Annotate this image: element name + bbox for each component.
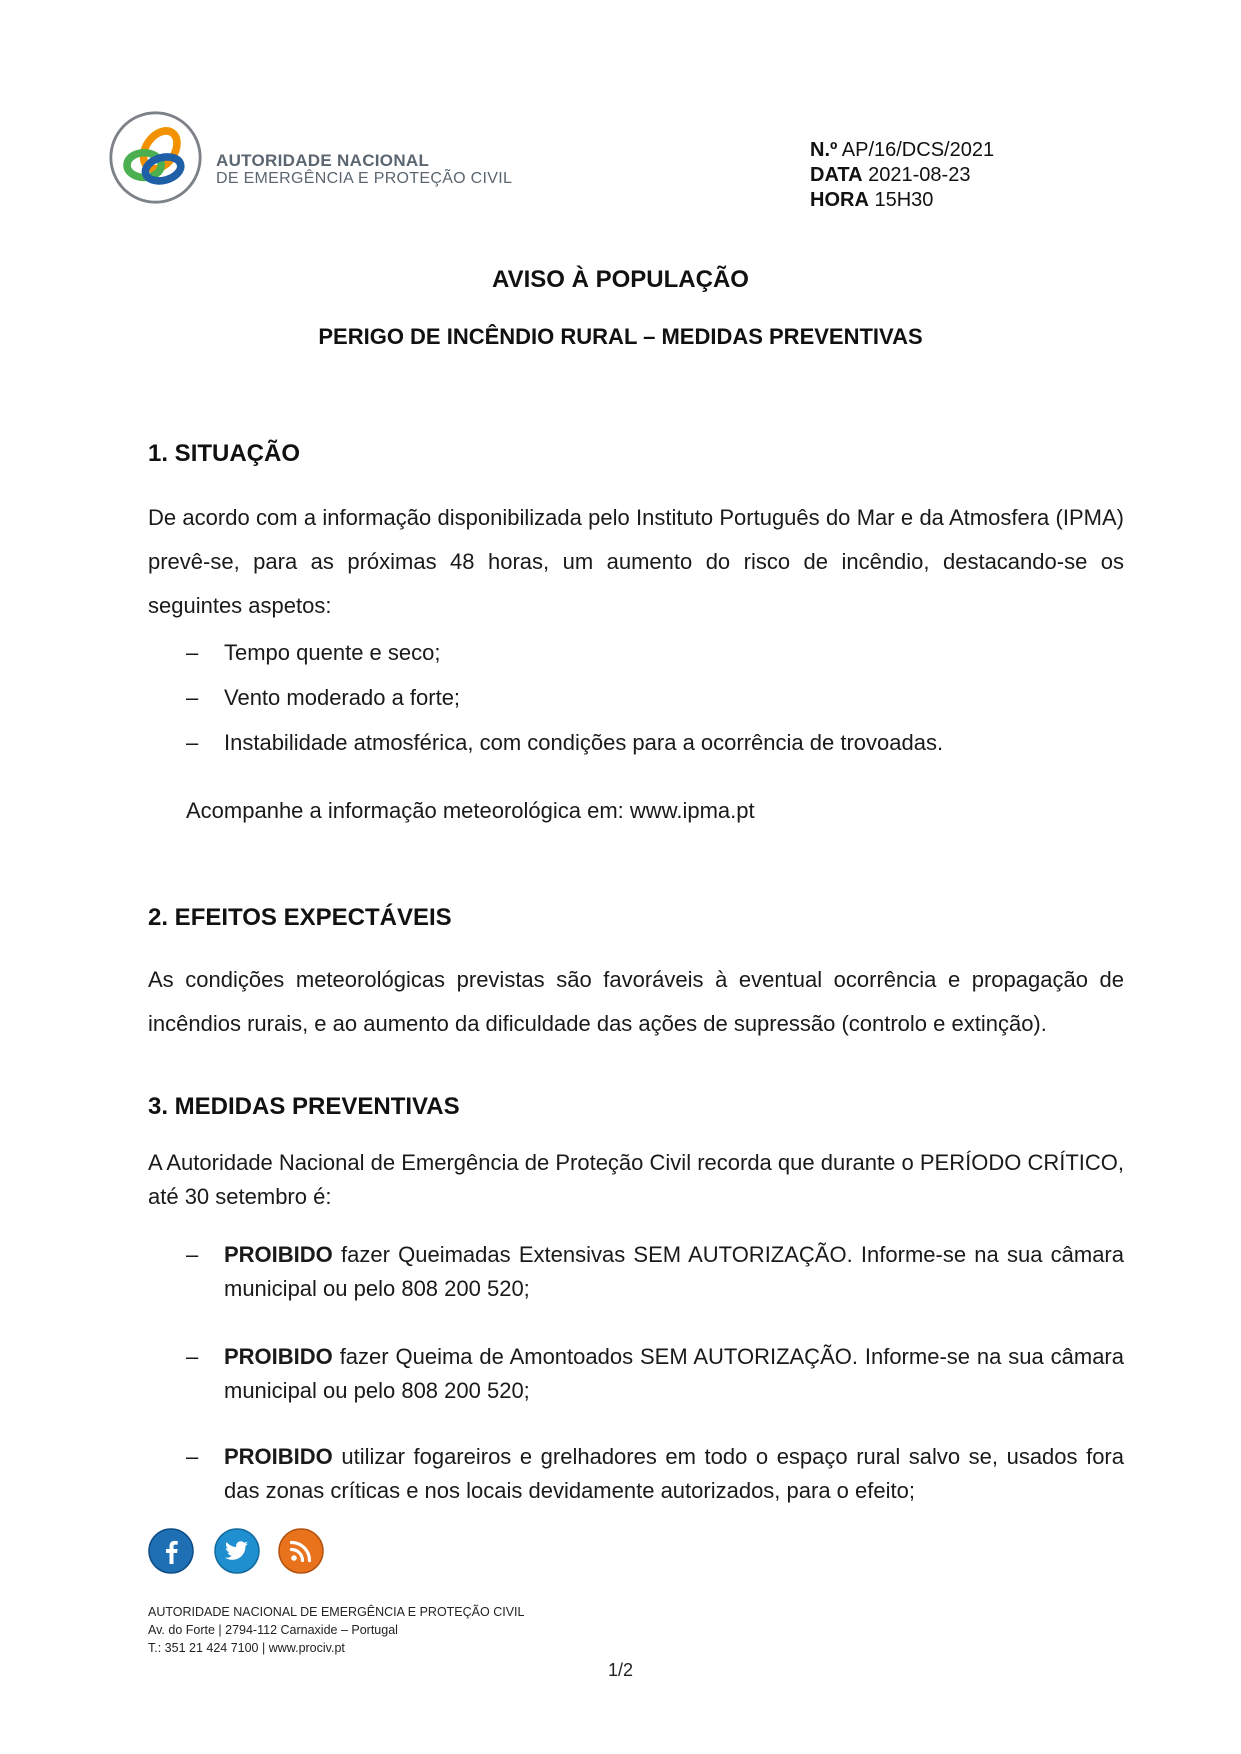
measure-text — [224, 1238, 1124, 1306]
anepc-logo-icon — [108, 110, 203, 205]
prohibited-label: PROIBIDO — [224, 1444, 333, 1469]
section3-intro: A Autoridade Nacional de Emergência de Proteção Civil recorda que durante o PERÍODO CRÍTICO, até 30 setembro é: — [148, 1150, 1124, 1209]
footer-line3: T.: 351 21 424 7100 | www.prociv.pt — [148, 1641, 345, 1655]
facebook-icon[interactable] — [148, 1528, 194, 1574]
org-name-line1: AUTORIDADE NACIONAL — [216, 151, 430, 170]
twitter-icon[interactable] — [214, 1528, 260, 1574]
document-meta — [810, 138, 994, 213]
section3-heading: 3. MEDIDAS PREVENTIVAS — [148, 1093, 460, 1120]
section2-heading: 2. EFEITOS EXPECTÁVEIS — [148, 904, 452, 931]
dash-icon: – — [186, 685, 199, 710]
measure-text — [224, 1340, 1124, 1408]
bullet-text: Vento moderado a forte; — [224, 685, 461, 710]
dash-icon: – — [186, 640, 199, 665]
footer-line1: AUTORIDADE NACIONAL DE EMERGÊNCIA E PROTEÇÃO CIVIL — [148, 1605, 525, 1619]
page-subtitle: PERIGO DE INCÊNDIO RURAL – MEDIDAS PREVENTIVAS — [318, 324, 923, 349]
numero-label: N.º — [810, 139, 838, 161]
bullet-text: Instabilidade atmosférica, com condições para a ocorrência de trovoadas. — [224, 730, 944, 755]
measure-detail: fazer Queima de Amontoados SEM AUTORIZAÇÃO. Informe-se na sua câmara municipal ou pelo 808 200 520; — [224, 1344, 1124, 1403]
footer-line2: Av. do Forte | 2794-112 Carnaxide – Portugal — [148, 1623, 398, 1637]
data-value: 2021-08-23 — [868, 164, 971, 186]
dash-icon: – — [186, 1344, 199, 1369]
rss-icon[interactable] — [278, 1528, 324, 1574]
org-name — [216, 152, 512, 188]
data-label: DATA — [810, 164, 863, 186]
section2-text: As condições meteorológicas previstas são favoráveis à eventual ocorrência e propagação de incêndios rurais, e ao aumento da dificuldade das ações de supressão (controlo e extinção). — [148, 967, 1124, 1036]
measure-detail: fazer Queimadas Extensivas SEM AUTORIZAÇÃO. Informe-se na sua câmara municipal ou pelo 808 200 520; — [224, 1242, 1124, 1301]
dash-icon: – — [186, 730, 199, 755]
prohibited-label: PROIBIDO — [224, 1344, 333, 1369]
hora-value: 15H30 — [874, 189, 934, 211]
dash-icon: – — [186, 1242, 199, 1267]
org-name-line2: DE EMERGÊNCIA E PROTEÇÃO CIVIL — [216, 170, 513, 187]
section1-heading: 1. SITUAÇÃO — [148, 440, 301, 467]
ipma-note: Acompanhe a informação meteorológica em: www.ipma.pt — [186, 798, 755, 823]
footer-address — [148, 1603, 524, 1657]
hora-label: HORA — [810, 189, 869, 211]
numero-value: AP/16/DCS/2021 — [841, 139, 995, 161]
page-title: AVISO À POPULAÇÃO — [492, 266, 749, 293]
measure-text — [224, 1440, 1124, 1508]
measure-detail: utilizar fogareiros e grelhadores em todo o espaço rural salvo se, usados fora das zonas críticas e nos locais devidamente autorizados, para o efeito; — [224, 1444, 1124, 1503]
section1-intro: De acordo com a informação disponibilizada pelo Instituto Português do Mar e da Atmosfera (IPMA) prevê-se, para as próximas 48 horas, um aumento do risco de incêndio, destacando-se os seguintes aspetos: — [148, 505, 1124, 618]
prohibited-label: PROIBIDO — [224, 1242, 333, 1267]
dash-icon: – — [186, 1444, 199, 1469]
bullet-text: Tempo quente e seco; — [224, 640, 441, 665]
page-number: 1/2 — [607, 1660, 634, 1680]
